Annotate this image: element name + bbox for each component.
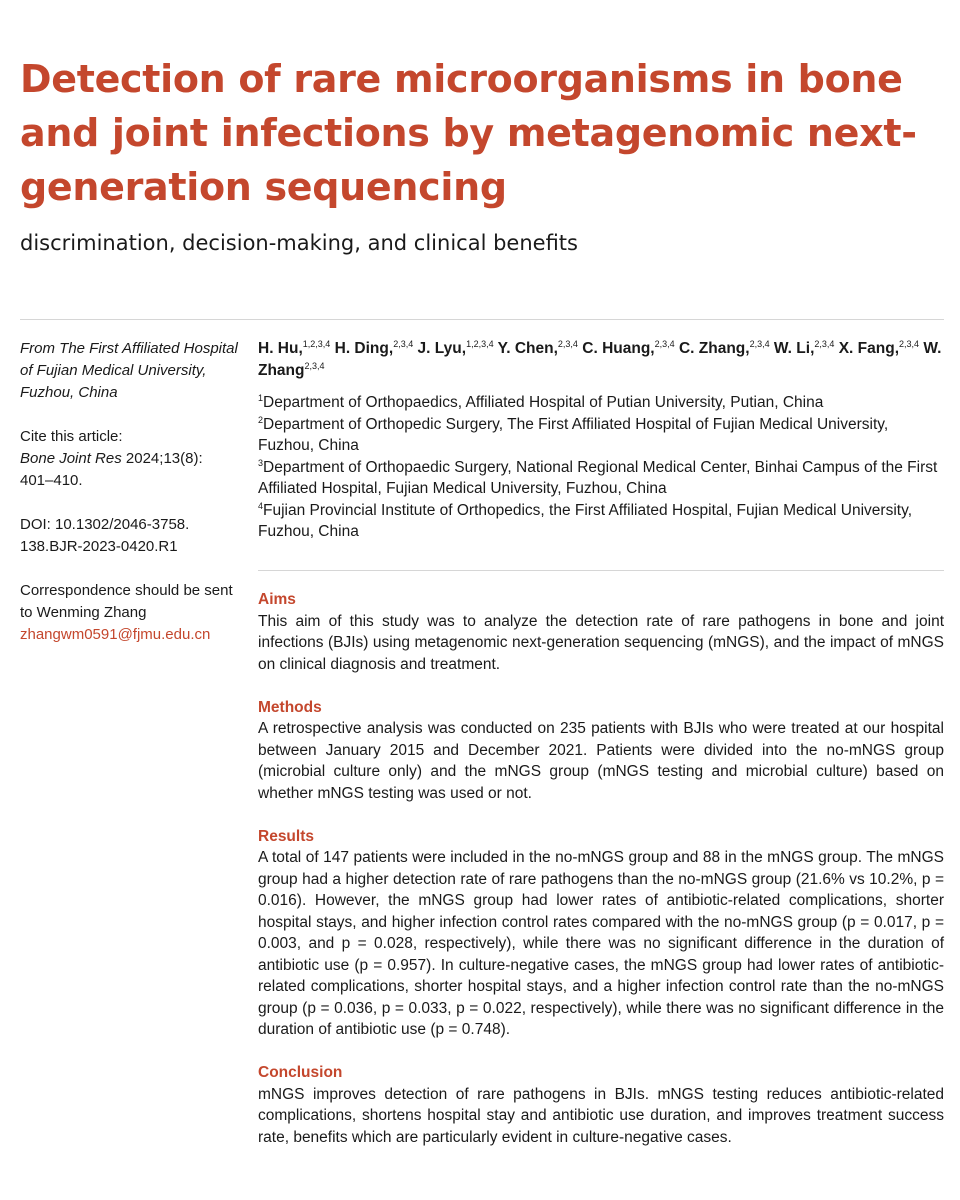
author: W. Li,$^{2,3,4}$ [773, 339, 835, 357]
author-list [258, 338, 944, 382]
affiliation: $^1$Department of Orthopaedics, Affiliated Hospital of Putian University, Putian, China [258, 393, 824, 411]
affiliation: $^3$Department of Orthopaedic Surgery, National Regional Medical Center, Binhai Campus of the First Affiliated Hospital, Fujian Medical University, Fuzhou, China [258, 457, 938, 497]
article-sidebar [20, 338, 240, 668]
citation-reference [20, 448, 240, 492]
citation-label: Cite this article: [20, 428, 123, 445]
author: X. Fang,$^{2,3,4}$ [838, 339, 920, 357]
institution-note: From The First Affiliated Hospital of Fujian Medical University, Fuzhou, China [20, 340, 238, 401]
results-text: A total of 147 patients were included in the no-mNGS group and 88 in the mNGS group. The mNGS group had a higher detection rate of rare pathogens than the no-mNGS group (21.6% vs 10.2%, p = 0.016). However, the mNGS group had lower rates of antibiotic-related complications, shorter hospital stays, and higher infection control rates compared with the no-mNGS group (p = 0.017, p = 0.003, and p = 0.028, respectively), while there was no significant difference in the duration of antibiotic use (p = 0.957). In culture-negative cases, the mNGS group had lower rates of antibiotic-related complications, shorter hospital stays, and a higher infection control rate than the no-mNGS group (p = 0.036, p = 0.033, p = 0.022, respectively), while there was no significant difference in the duration of antibiotic use (p = 0.748). [258, 849, 944, 1038]
methods-text: A retrospective analysis was conducted on 235 patients with BJIs who were treated at our hospital between January 2015 and December 2021. Patients were divided into the no-mNGS group (microbial culture only) and the mNGS group (mNGS testing and microbial culture) based on whether mNGS testing was used or not. [258, 720, 944, 802]
author: Y. Chen,$^{2,3,4}$ [497, 339, 578, 357]
correspondence-email-link[interactable]: zhangwm0591@fjmu.edu.cn [20, 626, 211, 643]
author: H. Ding,$^{2,3,4}$ [334, 339, 414, 357]
author: C. Huang,$^{2,3,4}$ [582, 339, 675, 357]
author: C. Zhang,$^{2,3,4}$ [678, 339, 770, 357]
abstract-methods [258, 697, 944, 805]
doi[interactable]: DOI: 10.1302/2046-3758. 138.BJR-2023-0420.R1 [20, 516, 190, 555]
abstract [258, 589, 944, 1148]
citation-block [20, 426, 240, 492]
author: H. Hu,$^{1,2,3,4}$ [258, 339, 331, 357]
article-title: Detection of rare microorganisms in bone and joint infections by metagenomic next-generation sequencing [20, 57, 917, 209]
aims-heading: Aims [258, 591, 296, 608]
affiliation: $^2$Department of Orthopedic Surgery, The First Affiliated Hospital of Fujian Medical University, Fuzhou, China [258, 414, 889, 454]
header-divider [20, 319, 944, 320]
abstract-results [258, 826, 944, 1041]
abstract-divider [258, 570, 944, 571]
affiliation-list [258, 392, 944, 543]
methods-heading: Methods [258, 698, 322, 716]
author: W. Zhang$^{2,3,4}$ [258, 340, 942, 379]
results-heading: Results [258, 827, 314, 845]
affiliation: $^4$Fujian Provincial Institute of Orthopedics, the First Affiliated Hospital, Fujian Medical University, Fuzhou, China [258, 500, 912, 540]
citation-journal: Bone Joint Res [20, 450, 122, 467]
citation-volume: 2024;13(8): 401–410. [20, 450, 203, 489]
correspondence-note: Correspondence should be sent to Wenming Zhang [20, 582, 233, 621]
aims-text: This aim of this study was to analyze the detection rate of rare pathogens in bone and joint infections (BJIs) using metagenomic next-generation sequencing (mNGS), and the impact of mNGS on clinical diagnosis and treatment. [258, 612, 944, 673]
conclusion-heading: Conclusion [258, 1064, 343, 1081]
article-subtitle: discrimination, decision-making, and clinical benefits [20, 231, 578, 255]
abstract-aims [258, 589, 944, 675]
correspondence-block [20, 580, 240, 646]
conclusion-text: mNGS improves detection of rare pathogens in BJIs. mNGS testing reduces antibiotic-related complications, shortens hospital stay and antibiotic use duration, and improves treatment success rate, benefits which are particularly evident in culture-negative cases. [258, 1085, 944, 1146]
author: J. Lyu,$^{1,2,3,4}$ [417, 339, 494, 357]
abstract-conclusion [258, 1062, 944, 1148]
